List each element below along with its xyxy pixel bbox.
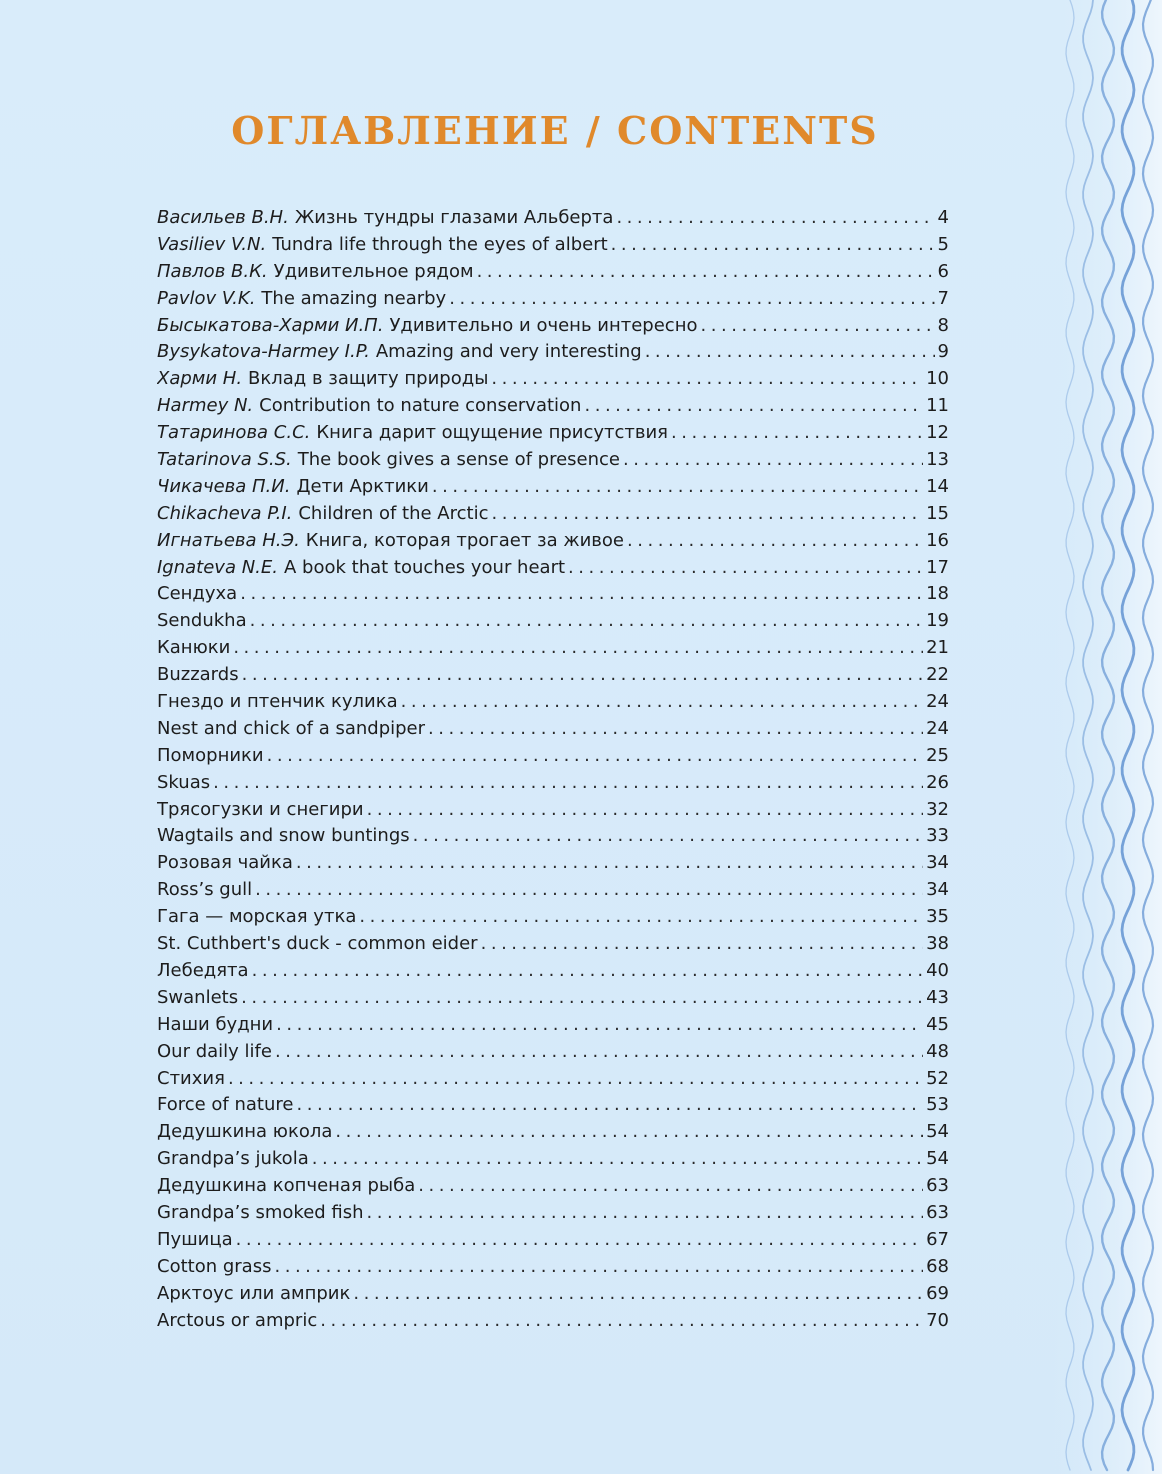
toc-entry-title: St. Cuthbert's duck - common eider xyxy=(157,933,478,955)
toc-entry-page-number: 34 xyxy=(926,879,949,901)
toc-entry[interactable] xyxy=(157,234,949,261)
toc-entry[interactable] xyxy=(157,422,949,449)
toc-entry[interactable] xyxy=(157,772,949,799)
toc-dot-leader xyxy=(367,1202,924,1223)
toc-entry-page-number: 6 xyxy=(937,260,949,282)
toc-dot-leader xyxy=(228,1068,923,1089)
toc-entry-page-number: 25 xyxy=(926,744,949,766)
toc-dot-leader xyxy=(276,1014,923,1035)
toc-entry-page-number: 53 xyxy=(926,1094,949,1116)
toc-dot-leader xyxy=(616,207,934,228)
toc-dot-leader xyxy=(432,476,923,497)
toc-entry-author: Чикачева П.И. xyxy=(157,475,291,497)
page-title: ОГЛАВЛЕНИЕ / CONTENTS xyxy=(231,108,879,153)
toc-entry-title: Ross’s gull xyxy=(157,879,253,901)
toc-dot-leader xyxy=(428,718,923,739)
toc-entry-page-number: 34 xyxy=(926,852,949,874)
toc-entry[interactable] xyxy=(157,987,949,1014)
toc-entry-title: Книга дарит ощущение присутствия xyxy=(316,422,669,444)
toc-entry-page-number: 19 xyxy=(926,610,949,632)
toc-entry[interactable] xyxy=(157,476,949,503)
toc-entry-title: Сендуха xyxy=(157,583,238,605)
toc-entry-page-number: 4 xyxy=(937,207,949,228)
toc-dot-leader xyxy=(671,422,923,443)
toc-dot-leader xyxy=(233,637,923,658)
wave-border-decoration xyxy=(1052,0,1162,1474)
toc-entry-page-number: 8 xyxy=(937,314,949,336)
toc-entry-page-number: 40 xyxy=(926,959,949,981)
toc-entry-page-number: 26 xyxy=(926,771,949,793)
toc-entry[interactable] xyxy=(157,1041,949,1068)
toc-entry[interactable] xyxy=(157,852,949,879)
toc-dot-leader xyxy=(236,1229,923,1250)
toc-entry[interactable] xyxy=(157,637,949,664)
toc-dot-leader xyxy=(418,1175,923,1196)
toc-entry-page-number: 15 xyxy=(926,502,949,524)
toc-entry-title: Wagtails and snow buntings xyxy=(157,825,410,847)
toc-entry[interactable] xyxy=(157,610,949,637)
toc-entry-title: Buzzards xyxy=(157,664,239,686)
toc-entry-page-number: 68 xyxy=(926,1255,949,1277)
toc-entry[interactable] xyxy=(157,395,949,422)
toc-entry-page-number: 43 xyxy=(926,986,949,1008)
toc-entry-author: Ignateva N.E. xyxy=(157,556,278,578)
toc-entry-page-number: 7 xyxy=(937,287,949,309)
toc-entry-author: Chikacheva P.I. xyxy=(157,502,293,524)
toc-entry[interactable] xyxy=(157,799,949,826)
toc-entry-title: Удивительное рядом xyxy=(273,260,474,282)
toc-dot-leader xyxy=(367,799,924,820)
toc-entry[interactable] xyxy=(157,583,949,610)
toc-dot-leader xyxy=(477,261,935,282)
toc-dot-leader xyxy=(335,1121,923,1142)
toc-entry-title: Поморники xyxy=(157,744,264,766)
toc-entry-page-number: 16 xyxy=(926,529,949,551)
toc-dot-leader xyxy=(413,825,923,846)
toc-entry-title: Стихия xyxy=(157,1067,225,1089)
toc-dot-leader xyxy=(275,1041,923,1062)
toc-dot-leader xyxy=(274,1256,923,1277)
toc-entry-title: Наши будни xyxy=(157,1013,274,1035)
toc-entry-title: Гнездо и птенчик кулика xyxy=(157,691,398,713)
toc-entry-page-number: 54 xyxy=(926,1121,949,1143)
toc-entry[interactable] xyxy=(157,530,949,557)
toc-entry-page-number: 5 xyxy=(937,233,949,255)
toc-entry-title: Жизнь тундры глазами Альберта xyxy=(294,207,614,228)
toc-dot-leader xyxy=(296,852,923,873)
toc-entry-page-number: 24 xyxy=(926,691,949,713)
toc-entry[interactable] xyxy=(157,261,949,288)
toc-dot-leader xyxy=(312,1148,923,1169)
toc-dot-leader xyxy=(623,449,923,470)
toc-entry[interactable] xyxy=(157,1094,949,1121)
toc-entry-author: Bysykatova-Harmey I.P. xyxy=(157,341,370,363)
toc-dot-leader xyxy=(353,1283,923,1304)
toc-entry-title: Children of the Arctic xyxy=(298,502,489,524)
toc-entry[interactable] xyxy=(157,315,949,342)
toc-dot-leader xyxy=(700,315,934,336)
toc-entry-title: Tundra life through the eyes of albert xyxy=(272,233,608,255)
toc-entry-page-number: 12 xyxy=(926,422,949,444)
toc-entry[interactable] xyxy=(157,1175,949,1202)
toc-entry[interactable] xyxy=(157,557,949,584)
toc-entry-page-number: 70 xyxy=(926,1309,949,1331)
toc-entry-title: Дети Арктики xyxy=(296,475,429,497)
toc-entry-page-number: 48 xyxy=(926,1040,949,1062)
toc-entry[interactable] xyxy=(157,288,949,315)
toc-entry[interactable] xyxy=(157,1202,949,1229)
toc-entry-title: Our daily life xyxy=(157,1040,272,1062)
toc-entry-page-number: 63 xyxy=(926,1175,949,1197)
toc-entry-page-number: 69 xyxy=(926,1282,949,1304)
toc-entry-page-number: 38 xyxy=(926,933,949,955)
toc-dot-leader xyxy=(491,368,923,389)
toc-dot-leader xyxy=(359,906,923,927)
toc-entry-title: Пушица xyxy=(157,1228,233,1250)
toc-entry[interactable] xyxy=(157,664,949,691)
toc-entry-author: Vasiliev V.N. xyxy=(157,233,267,255)
toc-entry-page-number: 35 xyxy=(926,906,949,928)
toc-dot-leader xyxy=(449,288,934,309)
toc-dot-leader xyxy=(250,610,923,631)
toc-entry[interactable] xyxy=(157,1256,949,1283)
toc-entry-page-number: 52 xyxy=(926,1067,949,1089)
toc-dot-leader xyxy=(401,691,923,712)
toc-dot-leader xyxy=(240,583,923,604)
toc-entry-author: Harmey N. xyxy=(157,395,254,417)
toc-entry[interactable] xyxy=(157,503,949,530)
toc-dot-leader xyxy=(242,664,924,685)
toc-entry-page-number: 18 xyxy=(926,583,949,605)
toc-entry-title: Вклад в защиту природы xyxy=(248,368,489,390)
toc-dot-leader xyxy=(627,530,923,551)
toc-dot-leader xyxy=(584,395,923,416)
toc-dot-leader xyxy=(267,745,923,766)
toc-entry-author: Бысыкатова-Харми И.П. xyxy=(157,314,384,336)
toc-entry-title: Nest and chick of a sandpiper xyxy=(157,717,426,739)
toc-entry-author: Васильев В.Н. xyxy=(157,207,289,228)
toc-entry-page-number: 13 xyxy=(926,449,949,471)
toc-entry-title: Дедушкина юкола xyxy=(157,1121,333,1143)
toc-entry-title: Skuas xyxy=(157,771,211,793)
toc-entry-page-number: 17 xyxy=(926,556,949,578)
toc-entry-title: Розовая чайка xyxy=(157,852,293,874)
toc-entry-page-number: 54 xyxy=(926,1148,949,1170)
toc-entry[interactable] xyxy=(157,933,949,960)
toc-dot-leader xyxy=(252,960,924,981)
toc-dot-leader xyxy=(320,1310,923,1331)
toc-entry-author: Tatarinova S.S. xyxy=(157,449,292,471)
toc-dot-leader xyxy=(491,503,923,524)
toc-entry-title: Contribution to nature conservation xyxy=(259,395,582,417)
toc-dot-leader xyxy=(481,933,924,954)
toc-entry-title: Удивительно и очень интересно xyxy=(389,314,698,336)
toc-entry-title: Трясогузки и снегири xyxy=(157,798,364,820)
toc-entry-page-number: 33 xyxy=(926,825,949,847)
toc-entry-page-number: 24 xyxy=(926,717,949,739)
toc-entry-author: Харми Н. xyxy=(157,368,243,390)
toc-entry-page-number: 11 xyxy=(926,395,949,417)
toc-entry-title: Дедушкина копченая рыба xyxy=(157,1175,416,1197)
toc-entry-title: Канюки xyxy=(157,637,231,659)
toc-entry-title: Арктоус или амприк xyxy=(157,1282,351,1304)
toc-dot-leader xyxy=(645,341,935,362)
toc-entry-title: Swanlets xyxy=(157,986,239,1008)
toc-entry-author: Игнатьева Н.Э. xyxy=(157,529,300,551)
toc-entry[interactable] xyxy=(157,879,949,906)
toc-entry-title: Grandpa’s smoked fish xyxy=(157,1201,364,1223)
toc-entry-author: Pavlov V.K. xyxy=(157,287,256,309)
toc-entry[interactable] xyxy=(157,825,949,852)
toc-dot-leader xyxy=(255,879,923,900)
toc-dot-leader xyxy=(241,987,923,1008)
toc-entry[interactable] xyxy=(157,1014,949,1041)
toc-entry[interactable] xyxy=(157,1283,949,1310)
toc-entry-page-number: 45 xyxy=(926,1013,949,1035)
toc-entry[interactable] xyxy=(157,1310,949,1337)
toc-entry-page-number: 10 xyxy=(926,368,949,390)
toc-dot-leader xyxy=(611,234,935,255)
toc-entry[interactable] xyxy=(157,960,949,987)
toc-entry-title: Sendukha xyxy=(157,610,247,632)
toc-entry-title: Amazing and very interesting xyxy=(375,341,642,363)
toc-entry-title: Arctous or ampric xyxy=(157,1309,318,1331)
toc-entry-page-number: 67 xyxy=(926,1228,949,1250)
toc-entry-title: Grandpa’s jukola xyxy=(157,1148,309,1170)
toc-entry-author: Павлов В.К. xyxy=(157,260,268,282)
toc-entry[interactable] xyxy=(157,745,949,772)
toc-entry[interactable] xyxy=(157,449,949,476)
toc-entry-page-number: 9 xyxy=(937,341,949,363)
toc-entry-title: The book gives a sense of presence xyxy=(297,449,620,471)
toc-entry[interactable] xyxy=(157,1148,949,1175)
toc-entry-author: Татаринова С.С. xyxy=(157,422,311,444)
toc-dot-leader xyxy=(213,772,923,793)
table-of-contents xyxy=(157,207,949,1336)
toc-entry-title: Книга, которая трогает за живое xyxy=(305,529,624,551)
toc-entry-page-number: 63 xyxy=(926,1201,949,1223)
toc-entry[interactable] xyxy=(157,691,949,718)
toc-entry-title: Гага — морская утка xyxy=(157,906,357,928)
toc-entry[interactable] xyxy=(157,207,949,234)
toc-entry[interactable] xyxy=(157,341,949,368)
toc-entry[interactable] xyxy=(157,1121,949,1148)
toc-entry-title: Cotton grass xyxy=(157,1255,272,1277)
toc-dot-leader xyxy=(296,1094,923,1115)
toc-entry-title: The amazing nearby xyxy=(261,287,447,309)
toc-entry-title: A book that touches your heart xyxy=(284,556,566,578)
toc-entry-page-number: 32 xyxy=(926,798,949,820)
toc-entry-page-number: 22 xyxy=(926,664,949,686)
toc-entry-title: Force of nature xyxy=(157,1094,294,1116)
toc-entry-page-number: 14 xyxy=(926,475,949,497)
toc-entry[interactable] xyxy=(157,1068,949,1095)
toc-entry[interactable] xyxy=(157,368,949,395)
toc-entry-page-number: 21 xyxy=(926,637,949,659)
toc-entry-title: Лебедята xyxy=(157,959,249,981)
toc-dot-leader xyxy=(568,557,923,578)
toc-entry[interactable] xyxy=(157,906,949,933)
toc-entry[interactable] xyxy=(157,718,949,745)
toc-entry[interactable] xyxy=(157,1229,949,1256)
